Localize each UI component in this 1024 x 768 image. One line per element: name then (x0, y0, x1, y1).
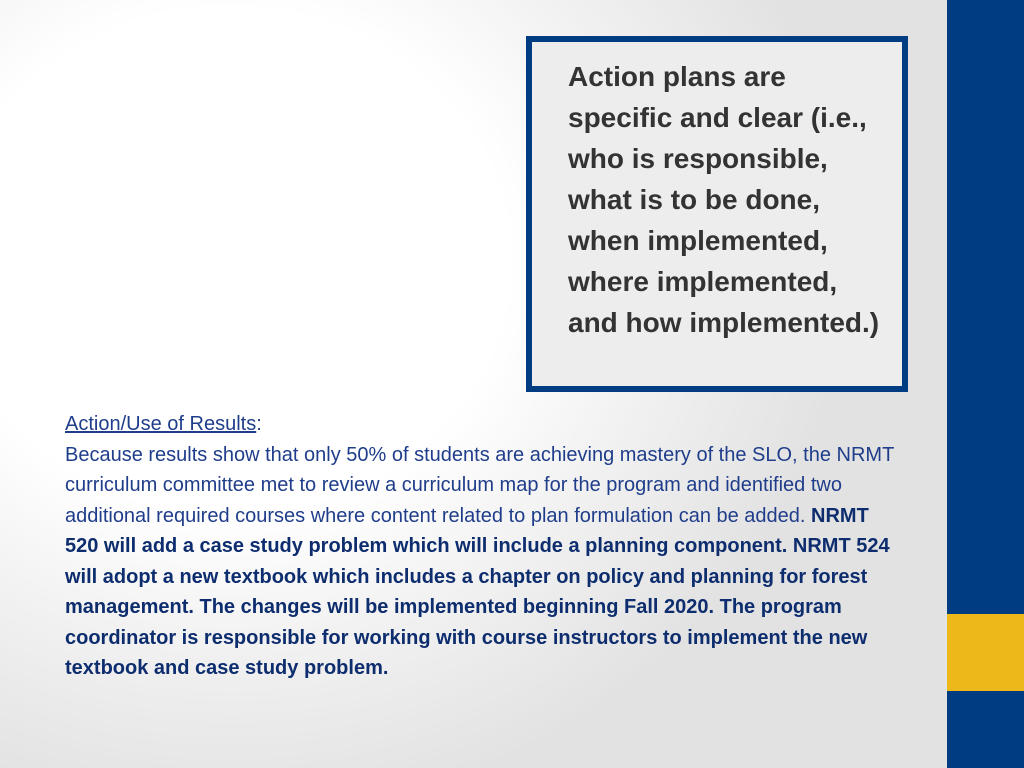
callout-box (526, 36, 908, 392)
heading-colon: : (256, 413, 262, 435)
section-heading: Action/Use of Results (65, 413, 257, 435)
action-plan-bold-text: NRMT 520 will add a case study problem which will include a planning component. NRMT 524 will adopt a new textbook which includes a chapter on policy and planning for forest management. The changes will be implemented beginning Fall 2020. The program coordinator is responsible for working with course instructors to implement the new textbook and case study problem. (65, 504, 890, 679)
sidebar-gold-accent (947, 614, 1024, 691)
callout-text: Action plans are specific and clear (i.e., who is responsible, what is to be done, when implemented, where implemented, and how implemented.) (568, 61, 880, 338)
intro-text: Because results show that only 50% of students are achieving mastery of the SLO, the NRMT curriculum committee met to review a curriculum map for the program and identified two additional required courses where content related to plan formulation can be added. (65, 443, 894, 527)
action-results-block (65, 409, 895, 684)
